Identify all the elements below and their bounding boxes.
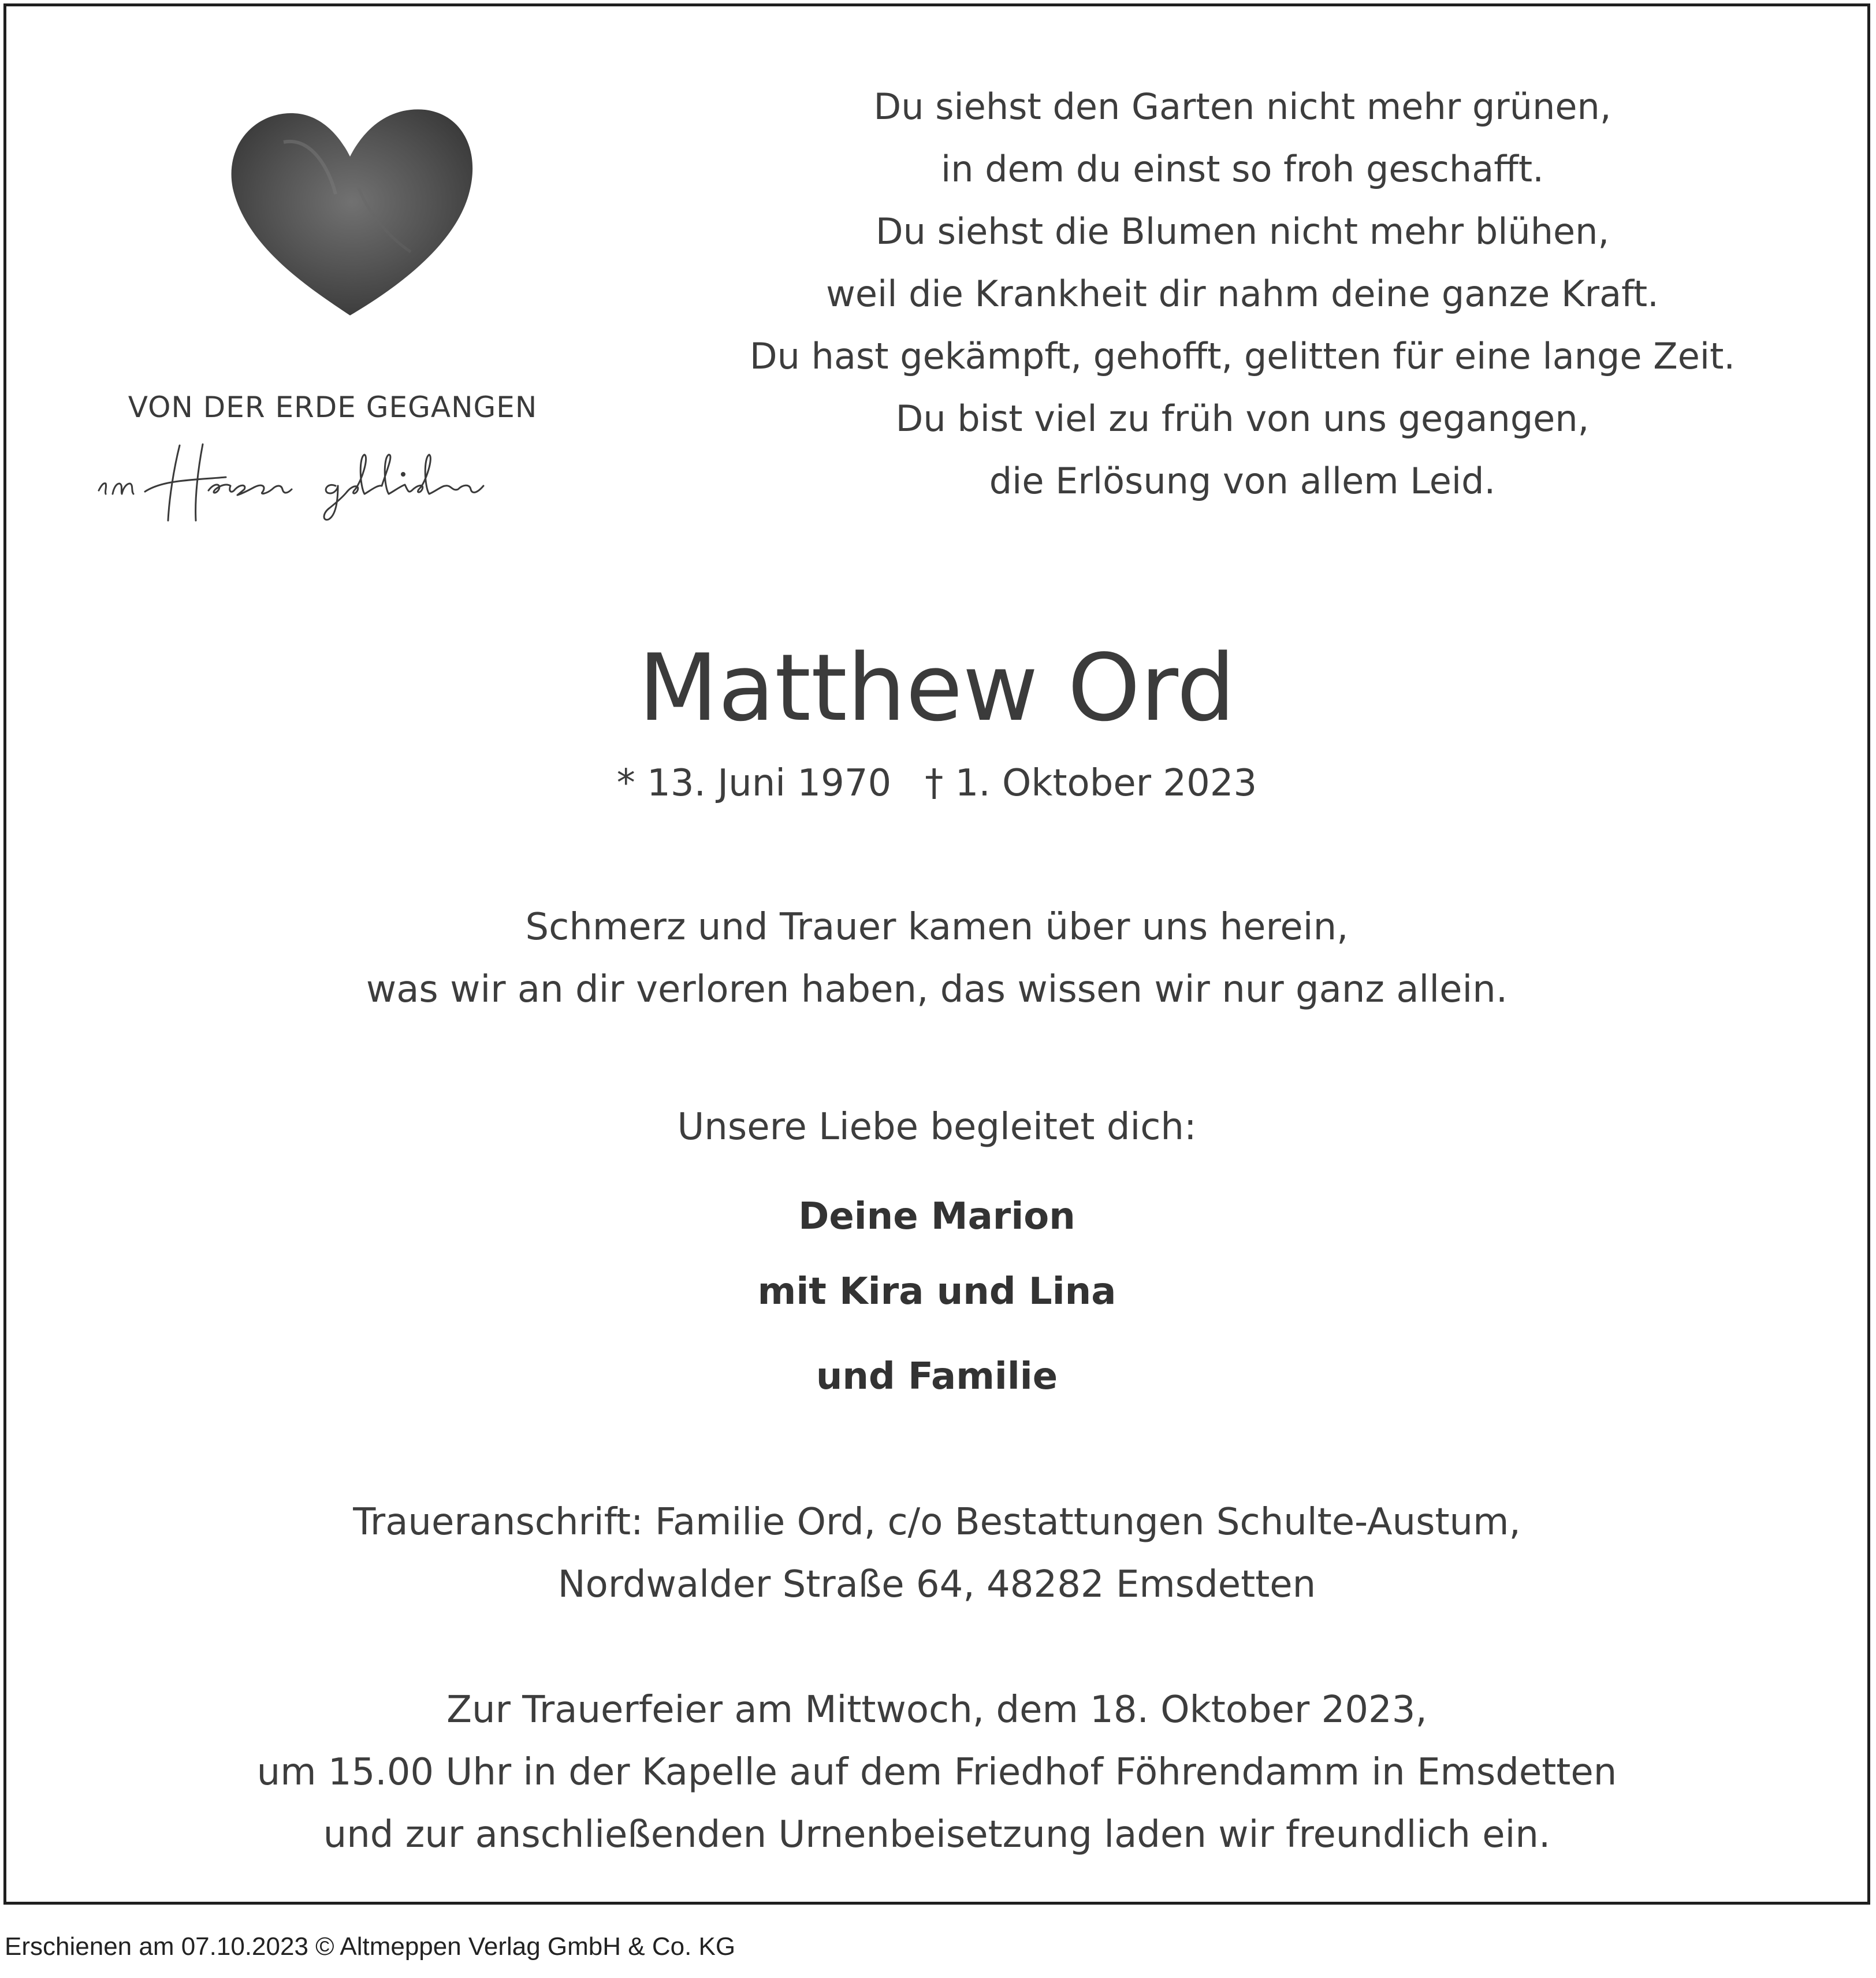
poem-line: die Erlösung von allem Leid. — [989, 460, 1496, 502]
poem-line: weil die Krankheit dir nahm deine ganze Kraft. — [826, 273, 1659, 315]
logo-caption: VON DER ERDE GEGANGEN — [128, 391, 538, 424]
poem — [694, 76, 1791, 512]
poem-line: Du hast gekämpft, gehofft, gelitten für eine lange Zeit. — [749, 335, 1736, 377]
logo-script-lettering — [93, 434, 572, 526]
poem-line: Du siehst die Blumen nicht mehr blühen, — [875, 210, 1610, 252]
address-line: Traueranschrift: Familie Ord, c/o Bestattungen Schulte-Austum, — [353, 1501, 1521, 1544]
mourner-name: mit Kira und Lina — [757, 1270, 1116, 1313]
funeral-line: und zur anschließenden Urnenbeisetzung laden wir freundlich ein. — [323, 1813, 1551, 1856]
deceased-name: Matthew Ord — [638, 634, 1235, 742]
publication-footer: Erschienen am 07.10.2023 © Altmeppen Verlag GmbH & Co. KG — [5, 1932, 736, 1961]
funeral-line: um 15.00 Uhr in der Kapelle auf dem Friedhof Föhrendamm in Emsdetten — [256, 1751, 1617, 1794]
mourner-name: Deine Marion — [798, 1195, 1075, 1238]
obituary-frame — [3, 3, 1870, 1905]
life-dates — [6, 757, 1867, 809]
funeral-line: Zur Trauerfeier am Mittwoch, dem 18. Oktober 2023, — [446, 1689, 1427, 1731]
mourner-name: und Familie — [816, 1355, 1058, 1398]
watercolor-heart-icon — [220, 102, 480, 333]
mourning-address — [6, 1491, 1867, 1616]
verse-line: was wir an dir verloren haben, das wissen wir nur ganz allein. — [366, 968, 1508, 1011]
funeral-notice — [6, 1679, 1867, 1866]
poem-line: in dem du einst so froh geschafft. — [941, 148, 1544, 190]
birth-date: * 13. Juni 1970 — [616, 762, 892, 805]
verse — [6, 896, 1867, 1021]
mourners-intro: Unsere Liebe begleitet dich: — [677, 1106, 1197, 1148]
poem-line: Du bist viel zu früh von uns gegangen, — [895, 397, 1590, 440]
death-date: † 1. Oktober 2023 — [925, 762, 1257, 805]
poem-line: Du siehst den Garten nicht mehr grünen, — [873, 85, 1611, 128]
address-line: Nordwalder Straße 64, 48282 Emsdetten — [557, 1563, 1316, 1606]
verse-line: Schmerz und Trauer kamen über uns herein, — [525, 906, 1349, 949]
